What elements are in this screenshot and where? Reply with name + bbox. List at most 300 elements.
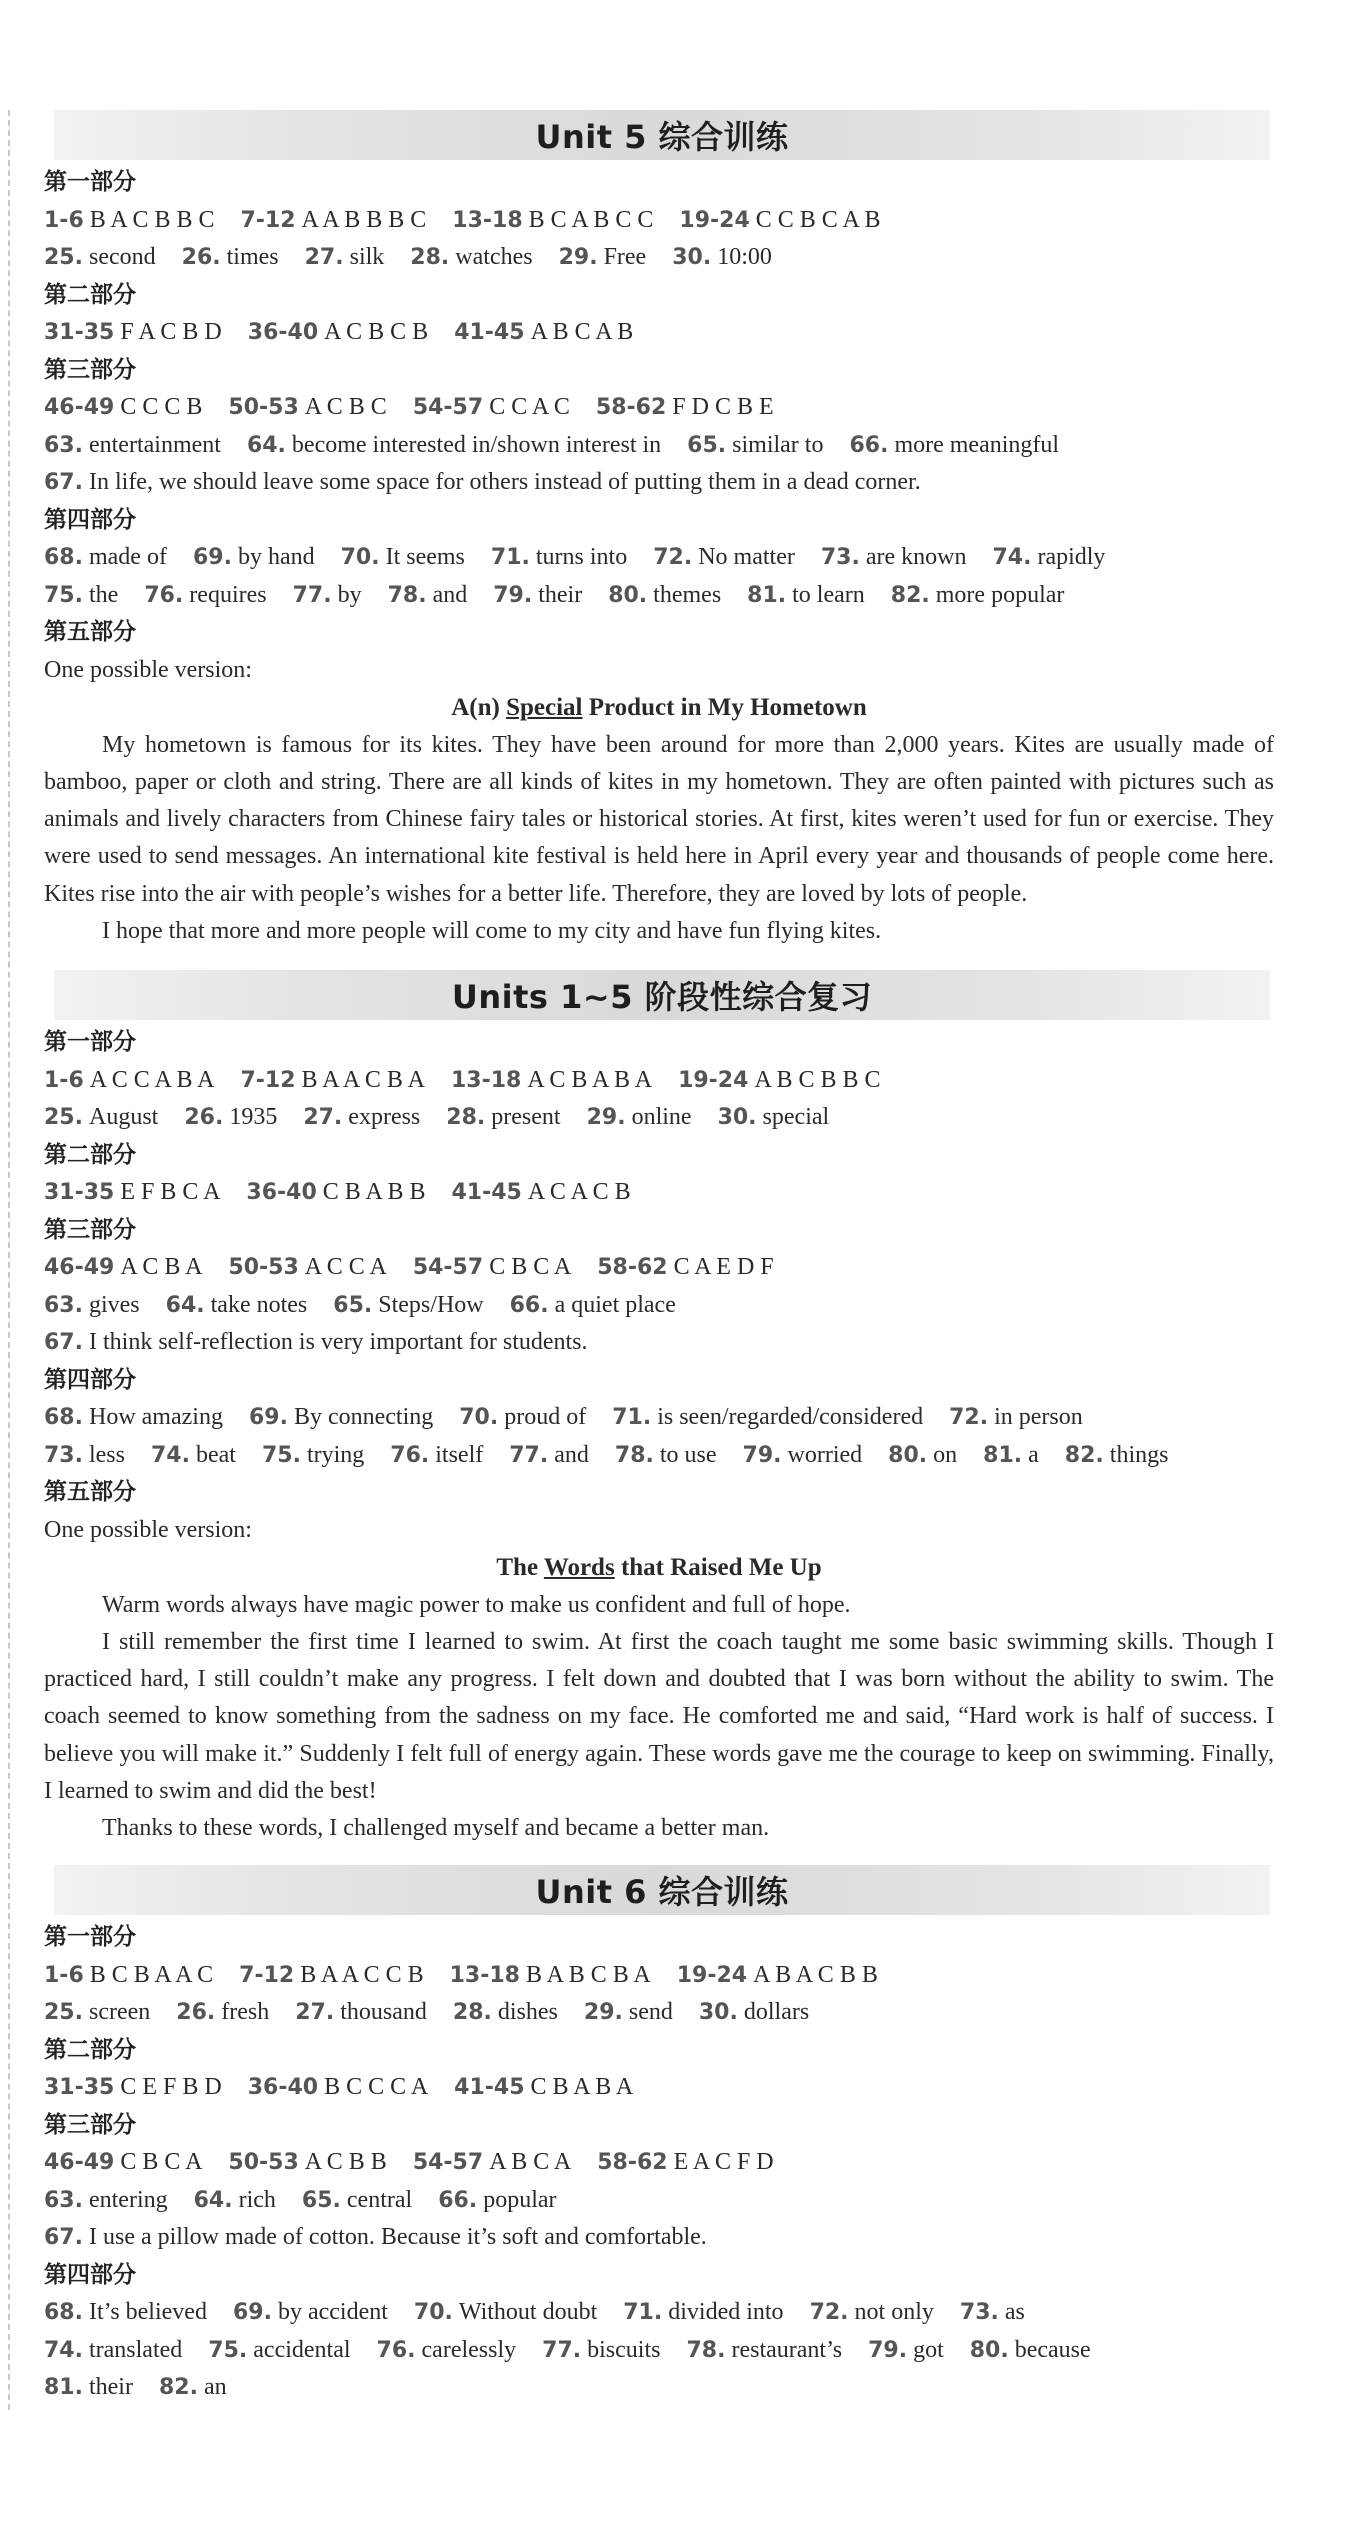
question-number: 70.: [340, 545, 380, 570]
answer-item: [44, 1404, 223, 1430]
answer-row: [44, 464, 1274, 502]
question-number: 25.: [44, 2000, 83, 2025]
question-number: 67.: [44, 2225, 83, 2250]
answer-item: [454, 2074, 633, 2100]
question-number: 74.: [44, 2337, 83, 2363]
question-number: 70.: [413, 2300, 453, 2325]
answer-text: E A C F D: [673, 2149, 774, 2175]
answer-text: because: [1014, 2336, 1091, 2363]
question-number: 75.: [44, 582, 83, 608]
answer-item: [248, 2074, 428, 2100]
answer-item: [44, 2299, 207, 2325]
question-number: 27.: [304, 245, 344, 270]
answer-text: to learn: [792, 581, 865, 608]
answer-row: [44, 2332, 1274, 2370]
answer-item: [821, 544, 967, 570]
answer-item: [672, 244, 772, 270]
answer-item: [341, 544, 465, 570]
answer-item: [44, 432, 221, 458]
answer-text: central: [346, 2186, 413, 2213]
answer-text: watches: [455, 244, 533, 270]
answer-row: [44, 1324, 1274, 1362]
answer-text: times: [226, 244, 279, 270]
answer-text: August: [88, 1104, 159, 1130]
answer-item: [44, 1962, 213, 1988]
question-number: 1-6: [44, 1962, 84, 1988]
answer-text: an: [203, 2374, 227, 2400]
answer-row: [44, 389, 1274, 427]
question-number: 30.: [672, 245, 712, 270]
answer-item: [44, 544, 167, 570]
question-number: 46-49: [44, 2150, 115, 2175]
question-number: 31-35: [44, 320, 115, 345]
answer-row: [44, 577, 1274, 615]
question-number: 65.: [333, 1292, 373, 1318]
answer-item: [208, 2337, 350, 2363]
question-number: 66.: [509, 1292, 549, 1318]
answer-text: requires: [189, 581, 267, 608]
answer-item: [888, 1442, 957, 1468]
answer-text: A C C A B A: [89, 1066, 215, 1093]
answer-text: turns into: [535, 544, 628, 570]
question-number: 63.: [44, 1292, 83, 1318]
answer-item: [615, 1442, 717, 1468]
question-number: 7-12: [239, 1962, 295, 1988]
answer-text: take notes: [210, 1291, 308, 1318]
answer-item: [438, 2187, 556, 2213]
answer-item: [970, 2337, 1091, 2363]
answer-text: popular: [483, 2186, 557, 2213]
question-number: 26.: [181, 245, 221, 270]
answer-row: [44, 314, 1274, 352]
answer-text: by: [337, 581, 362, 608]
question-number: 41-45: [454, 2075, 525, 2100]
question-number: 27.: [303, 1105, 343, 1130]
answer-item: [44, 2224, 707, 2250]
answer-item: [677, 1962, 878, 1988]
question-number: 69.: [232, 2300, 272, 2325]
question-number: 72.: [809, 2300, 849, 2325]
answer-item: [413, 394, 570, 420]
answer-row: [44, 539, 1274, 577]
question-number: 64.: [193, 2187, 233, 2213]
answer-text: on: [933, 1441, 958, 1468]
answer-item: [44, 1292, 140, 1318]
answer-text: the: [88, 581, 119, 608]
answer-text: rich: [238, 2186, 276, 2213]
answer-text: entering: [88, 2186, 168, 2213]
answer-item: [303, 1104, 420, 1130]
answer-text: fresh: [221, 1999, 270, 2025]
answer-item: [413, 1254, 571, 1280]
question-number: 1-6: [44, 1067, 84, 1093]
answer-item: [747, 582, 865, 608]
question-number: 68.: [44, 2300, 83, 2325]
answer-item: [597, 2149, 773, 2175]
part-label: 第二部分: [44, 1141, 136, 1168]
answer-text: special: [762, 1104, 830, 1130]
answer-item: [992, 544, 1105, 570]
answer-item: [608, 582, 721, 608]
answer-text: A B C A B: [530, 319, 634, 345]
question-number: 13-18: [450, 1067, 522, 1093]
answer-item: [44, 2074, 222, 2100]
answer-text: more popular: [935, 581, 1065, 608]
answer-item: [453, 1999, 558, 2025]
answer-item: [176, 1999, 269, 2025]
answer-text: a: [1028, 1441, 1039, 1468]
question-number: 26.: [176, 2000, 216, 2025]
answer-text: is seen/regarded/considered: [657, 1404, 924, 1430]
answer-item: [413, 2149, 571, 2175]
question-number: 75.: [208, 2337, 248, 2363]
answer-text: by accident: [277, 2299, 388, 2325]
essay-intro: One possible version:: [44, 1516, 252, 1543]
answer-text: themes: [653, 581, 722, 608]
question-number: 28.: [410, 245, 450, 270]
answer-item: [44, 1254, 202, 1280]
question-number: 29.: [583, 2000, 623, 2025]
answer-item: [44, 2149, 202, 2175]
question-number: 71.: [623, 2300, 663, 2325]
answer-item: [718, 1104, 830, 1130]
question-number: 50-53: [228, 395, 299, 420]
essay-paragraph: Warm words always have magic power to make us confident and full of hope.: [102, 1591, 851, 1618]
answer-text: C C A C: [489, 394, 570, 420]
answer-item: [182, 244, 279, 270]
answer-item: [44, 469, 921, 495]
answer-text: No matter: [698, 544, 795, 570]
question-number: 63.: [44, 2187, 83, 2213]
essay-intro: One possible version:: [44, 656, 252, 683]
part-label: 第四部分: [44, 1366, 136, 1393]
answer-item: [597, 1254, 773, 1280]
answer-item: [247, 432, 661, 458]
answer-text: B C A B C C: [528, 206, 654, 233]
unit5-section: [44, 110, 1274, 950]
answer-text: biscuits: [587, 2336, 661, 2363]
answer-item: [653, 544, 795, 570]
answer-text: A C C A: [304, 1254, 387, 1280]
answer-text: C B A B B: [322, 1179, 426, 1205]
question-number: 29.: [586, 1105, 626, 1130]
answer-item: [377, 2337, 517, 2363]
unit6-banner: [54, 1865, 1270, 1915]
answer-item: [44, 2337, 182, 2363]
answer-text: 10:00: [717, 244, 772, 270]
answer-text: C C C B: [120, 394, 203, 420]
answer-text: By connecting: [293, 1404, 434, 1430]
answer-item: [612, 1404, 923, 1430]
unit6-section: [44, 1865, 1274, 2407]
question-number: 73.: [44, 1442, 83, 1468]
answer-row: [44, 1249, 1274, 1287]
answer-text: proud of: [504, 1404, 587, 1430]
question-number: 72.: [653, 545, 693, 570]
answer-item: [559, 244, 647, 270]
question-number: 46-49: [44, 395, 115, 420]
answer-item: [228, 394, 386, 420]
answer-row: [44, 1174, 1274, 1212]
answer-text: by hand: [237, 544, 315, 570]
part-label: 第五部分: [44, 1479, 136, 1505]
answer-text: B A A C C B: [300, 1961, 424, 1988]
answer-item: [228, 2149, 386, 2175]
question-number: 71.: [612, 1405, 652, 1430]
answer-item: [388, 582, 468, 608]
question-number: 73.: [820, 545, 860, 570]
answer-item: [678, 1067, 880, 1093]
question-number: 29.: [558, 245, 598, 270]
question-number: 78.: [614, 1442, 654, 1468]
answer-text: B A C B B C: [89, 206, 215, 233]
answer-item: [184, 1104, 277, 1130]
answer-row: [44, 1994, 1274, 2032]
answer-item: [302, 2187, 412, 2213]
question-number: 13-18: [452, 207, 523, 233]
answer-text: A C B C B: [324, 319, 429, 345]
part-label: 第五部分: [44, 619, 136, 645]
question-number: 63.: [44, 432, 83, 458]
answer-text: second: [88, 244, 156, 270]
answer-text: B C C C A: [324, 2074, 429, 2100]
units1-5-title: Units 1~5 阶段性综合复习: [451, 978, 873, 1016]
answer-item: [454, 319, 633, 345]
answer-item: [248, 319, 428, 345]
part-label: 第三部分: [44, 356, 136, 383]
question-number: 77.: [509, 1442, 549, 1468]
answer-text: I use a pillow made of cotton. Because it’s soft and comfortable.: [88, 2224, 707, 2250]
question-number: 54-57: [412, 395, 484, 420]
part-label: 第一部分: [44, 1029, 136, 1055]
question-number: 19-24: [676, 1962, 748, 1988]
answer-item: [446, 1104, 560, 1130]
question-number: 75.: [261, 1442, 301, 1468]
question-number: 73.: [959, 2300, 999, 2325]
answer-row: [44, 1099, 1274, 1137]
answer-item: [44, 1329, 588, 1355]
question-number: 36-40: [246, 1180, 317, 1205]
answer-item: [262, 1442, 364, 1468]
question-number: 78.: [387, 582, 427, 608]
answer-row: [44, 2182, 1274, 2220]
answer-text: A C B A B A: [527, 1066, 653, 1093]
unit5-title: Unit 5 综合训练: [535, 118, 789, 156]
question-number: 28.: [452, 2000, 492, 2025]
answer-item: [233, 2299, 388, 2325]
question-number: 58-62: [597, 1255, 668, 1280]
answer-item: [295, 1999, 427, 2025]
answer-item: [414, 2299, 597, 2325]
question-number: 13-18: [449, 1962, 520, 1988]
answer-item: [44, 394, 202, 420]
answer-text: and: [432, 581, 468, 608]
question-number: 82.: [158, 2375, 198, 2400]
question-number: 68.: [44, 545, 83, 570]
answer-item: [193, 544, 315, 570]
answer-text: C C B C A B: [755, 206, 881, 233]
question-number: 26.: [184, 1105, 224, 1130]
question-number: 74.: [150, 1442, 190, 1468]
answer-item: [949, 1404, 1083, 1430]
question-number: 67.: [44, 470, 83, 495]
answer-row: [44, 1437, 1274, 1475]
answer-row: [44, 2069, 1274, 2107]
answer-row: [44, 202, 1274, 240]
question-number: 78.: [686, 2337, 726, 2363]
answer-text: E F B C A: [120, 1179, 221, 1205]
answer-item: [305, 244, 385, 270]
essay-paragraph: I hope that more and more people will come to my city and have fun flying kites.: [102, 917, 882, 944]
part-label: 第四部分: [44, 506, 136, 533]
answer-item: [596, 394, 774, 420]
answer-text: A C B A: [120, 1254, 203, 1280]
answer-item: [44, 1067, 214, 1093]
answer-text: A A B B B C: [301, 206, 427, 233]
answer-item: [44, 207, 214, 233]
answer-item: [151, 1442, 236, 1468]
part-label: 第四部分: [44, 2261, 136, 2288]
question-number: 36-40: [247, 2075, 319, 2100]
answer-item: [246, 1179, 425, 1205]
answer-item: [44, 2374, 133, 2400]
question-number: 46-49: [44, 1255, 115, 1280]
essay-title: The Words that Raised Me Up: [496, 1554, 822, 1581]
answer-text: accidental: [253, 2336, 351, 2363]
answer-text: silk: [349, 244, 385, 270]
essay-paragraph: I still remember the first time I learned to swim. At first the coach taught me some basic swimming skills. Though I practiced hard, I still couldn’t make any progress. I felt down and doubted that I was born without the ability to swim. The coach seemed to know something from the sadness on my face. He comforted me and said, “Hard work is half of success. I believe you will make it.” Suddenly I felt full of energy again. These words gave me the courage to keep on swimming. Finally, I learned to swim and did the best!: [44, 1628, 1274, 1804]
answer-item: [44, 582, 118, 608]
answer-item: [452, 1179, 631, 1205]
answer-text: express: [348, 1104, 421, 1130]
answer-item: [228, 1254, 386, 1280]
part-label: 第一部分: [44, 1924, 136, 1950]
question-number: 65.: [687, 432, 727, 458]
answer-text: less: [88, 1441, 125, 1468]
units1-5-banner: [54, 970, 1270, 1020]
answer-text: thousand: [340, 1999, 427, 2025]
part-label: 第二部分: [44, 281, 136, 308]
question-number: 79.: [868, 2337, 908, 2363]
answer-text: become interested in/shown interest in: [291, 431, 662, 458]
answer-item: [983, 1442, 1039, 1468]
answer-item: [699, 1999, 809, 2025]
answer-item: [849, 432, 1059, 458]
answer-text: C B A B A: [530, 2074, 634, 2100]
answer-text: itself: [435, 1441, 484, 1468]
answer-item: [686, 2337, 842, 2363]
question-number: 28.: [446, 1105, 486, 1130]
question-number: 82.: [890, 582, 930, 608]
part-label: 第一部分: [44, 169, 136, 195]
answer-text: translated: [88, 2336, 183, 2363]
answer-item: [623, 2299, 783, 2325]
answer-text: dishes: [497, 1999, 558, 2025]
units1-5-section: [44, 970, 1274, 1848]
answer-item: [390, 1442, 483, 1468]
answer-item: [44, 2187, 168, 2213]
question-number: 66.: [849, 432, 889, 458]
question-number: 30.: [698, 2000, 738, 2025]
answer-row: [44, 2369, 1274, 2407]
question-number: 7-12: [240, 207, 296, 233]
answer-text: F D C B E: [672, 394, 774, 420]
answer-text: Without doubt: [458, 2299, 598, 2325]
answer-item: [1065, 1442, 1169, 1468]
question-number: 68.: [44, 1405, 83, 1430]
answer-text: and: [554, 1441, 589, 1468]
answer-item: [144, 582, 266, 608]
answer-text: F A C B D: [120, 319, 222, 345]
question-number: 80.: [969, 2337, 1009, 2363]
question-number: 58-62: [597, 2150, 668, 2175]
answer-item: [240, 1067, 424, 1093]
question-number: 79.: [742, 1442, 782, 1468]
question-number: 70.: [459, 1405, 499, 1430]
answer-text: It’s believed: [88, 2299, 207, 2325]
answer-text: I think self-reflection is very important for students.: [88, 1329, 588, 1355]
question-number: 64.: [246, 432, 286, 458]
question-number: 69.: [248, 1405, 288, 1430]
binding-dashed-rule: [8, 110, 10, 2410]
question-number: 41-45: [451, 1180, 522, 1205]
answer-text: B C B A A C: [89, 1961, 214, 1988]
question-number: 81.: [983, 1442, 1023, 1468]
answer-text: carelessly: [421, 2336, 517, 2363]
answer-item: [452, 207, 653, 233]
answer-text: present: [491, 1104, 561, 1130]
answer-item: [450, 1962, 651, 1988]
answer-item: [891, 582, 1065, 608]
answer-text: In life, we should leave some space for others instead of putting them in a dead corner.: [88, 469, 921, 495]
answer-text: How amazing: [88, 1404, 223, 1430]
question-number: 7-12: [240, 1067, 296, 1093]
question-number: 31-35: [44, 2075, 115, 2100]
answer-item: [249, 1404, 433, 1430]
question-number: 65.: [301, 2187, 341, 2213]
question-number: 50-53: [228, 2150, 299, 2175]
answer-row: [44, 2144, 1274, 2182]
answer-item: [542, 2337, 660, 2363]
answer-text: B A B C B A: [526, 1961, 651, 1988]
question-number: 50-53: [228, 1255, 299, 1280]
question-number: 80.: [888, 1442, 928, 1468]
part-label: 第三部分: [44, 2111, 136, 2138]
answer-text: A B C B B C: [754, 1066, 881, 1093]
answer-item: [810, 2299, 934, 2325]
answer-row: [44, 1287, 1274, 1325]
answer-item: [493, 582, 582, 608]
answer-item: [584, 1999, 673, 2025]
question-number: 25.: [44, 1105, 83, 1130]
question-number: 58-62: [595, 395, 667, 420]
answer-text: Free: [603, 244, 647, 270]
answer-item: [333, 1292, 483, 1318]
answer-item: [743, 1442, 863, 1468]
answer-text: A C A C B: [527, 1179, 631, 1205]
answer-item: [44, 244, 156, 270]
question-number: 81.: [44, 2375, 83, 2400]
answer-item: [459, 1404, 586, 1430]
answer-item: [960, 2299, 1025, 2325]
answer-item: [510, 1292, 676, 1318]
question-number: 72.: [949, 1405, 989, 1430]
answer-text: beat: [195, 1441, 236, 1468]
answer-text: gives: [88, 1291, 140, 1318]
question-number: 27.: [295, 2000, 335, 2025]
question-number: 76.: [376, 2337, 416, 2363]
answer-text: C E F B D: [120, 2074, 222, 2100]
